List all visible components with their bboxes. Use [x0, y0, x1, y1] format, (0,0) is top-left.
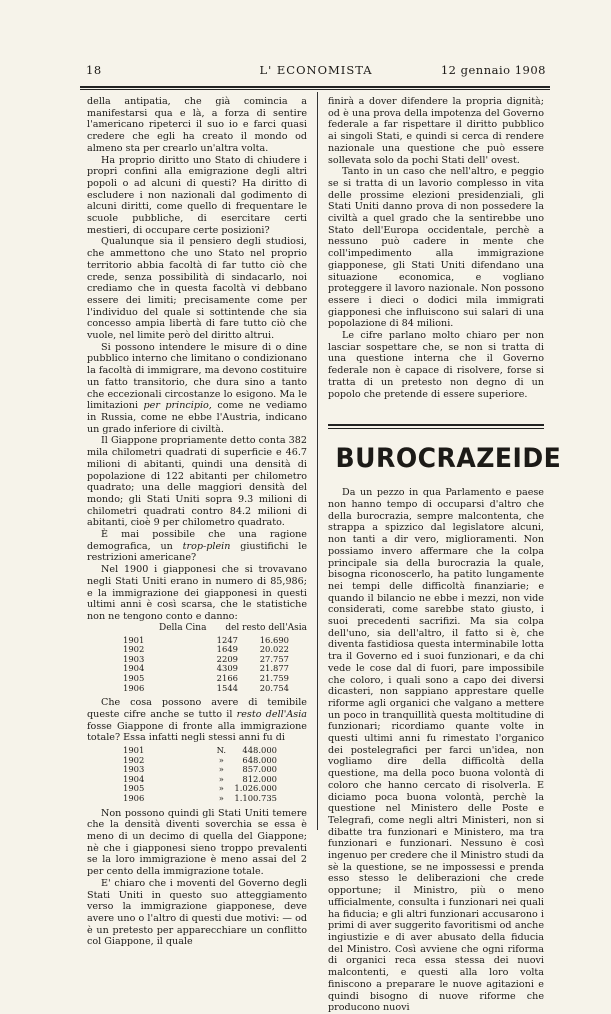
table-header [87, 623, 307, 634]
table-cell: 812.000 [242, 773, 277, 784]
table-cell: 1247 [216, 634, 238, 645]
table-cell: » [218, 764, 224, 775]
table-cell: 1544 [216, 682, 238, 693]
table-cell: 1901 [123, 634, 145, 645]
table-cell: 648.000 [242, 754, 277, 765]
table-cell: 2209 [216, 653, 238, 664]
table-cell: 4309 [216, 663, 238, 674]
spacer [328, 400, 544, 424]
paragraph: E' chiaro che i moventi del Governo degli Stati Uniti in questo suo atteggiamento verso la immigrazione giapponese, deve avere uno o l'altro di questi due motivi: — od è un pretesto per apparecchiare un conflitto col Giappone, il quale [87, 877, 307, 948]
table-cell: 27.757 [259, 653, 289, 664]
table-row [87, 684, 307, 694]
immigration-table-asia [87, 636, 307, 694]
column-header: del resto dell'Asia [225, 622, 307, 633]
table-cell: N. [216, 745, 227, 756]
right-column [328, 96, 562, 1014]
paragraph: Non possono quindi gli Stati Uniti temere che la densità diventi soverchia se essa è meno di un decimo di quella del Giappone; nè che i giapponesi sieno troppo prevalenti se la loro immigrazione è meno assai del 2 per cento della immigrazione totale. [87, 807, 307, 878]
paragraph: finirà a dover difendere la propria dignità; od è una prova della impotenza del Governo federale a far rispettare il diritto pubblico ai singoli Stati, e quindi si cerca di rendere nazionale una questione che può essere sollevata solo da pochi Stati dell' ovest. [328, 96, 544, 166]
column-divider [317, 92, 318, 830]
table-cell: 1904 [123, 663, 145, 674]
page-number: 18 [86, 63, 102, 77]
paragraph: Qualunque sia il pensiero degli studiosi, che ammettono che uno Stato nel proprio territorio abbia facoltà di far tutto ciò che crede, senza possibilità di sindacarlo, noi crediamo che in questa facoltà vi debbano essere dei limiti; precisamente come per l'individuo del quale si sottintende che sia concesso ampia libertà di fare tutto ciò che vuole, nel limite però del diritto altrui. [87, 236, 307, 342]
paragraph: È mai possibile che una ragione demografica, un trop-plein giustifichi le restrizioni americane? [87, 529, 307, 564]
paragraph: Che cosa possono avere di temibile queste cifre anche se tutto il resto dell'Asia fosse Giappone di fronte alla immigrazione totale? Essa infatti negli stessi anni fu di [87, 697, 307, 744]
table-cell: » [218, 792, 224, 803]
table-cell: 1905 [123, 783, 145, 794]
left-column [87, 96, 307, 948]
table-cell: 1.026.000 [234, 783, 277, 794]
table-cell: 1901 [123, 745, 145, 756]
table-cell: 2166 [216, 673, 238, 684]
table-cell: 1905 [123, 673, 145, 684]
journal-title: L' ECONOMISTA [259, 63, 373, 77]
issue-date: 12 gennaio 1908 [440, 63, 546, 77]
table-cell: 1904 [123, 773, 145, 784]
table-cell: » [218, 773, 224, 784]
page-header [86, 63, 546, 79]
table-cell: 20.754 [259, 682, 289, 693]
paragraph: Si possono intendere le misure di o dine pubblico interno che limitano o condizionano la facoltà di immigrare, ma devono costituire un fatto transitorio, che dura sino a tanto che eccezionali circostanze lo esigono. Ma le limitazioni per principio, come ne vediamo in Russia, come ne ebbe l'Austria, indicano un grado inferiore di civiltà. [87, 341, 307, 435]
table-cell: 1903 [123, 653, 145, 664]
table-cell: » [218, 754, 224, 765]
immigration-table-total [87, 746, 307, 804]
table-cell: 1902 [123, 644, 145, 655]
table-cell: 16.690 [259, 634, 289, 645]
paragraph: Tanto in un caso che nell'altro, e peggio se si tratta di un lavorio complesso in vita delle prossime elezioni presidenziali, gli Stati Uniti danno prova di non possedere la civiltà a quel grado che la sentirebbe uno Stato dell'Europa occidentale, perchè a nessuno può cadere in mente che coll'impedimento alla immigrazione giapponese, gli Stati Uniti difendano una situazione economica, e vogliano proteggere il lavoro nazionale. Non possono essere i dieci o dodici mila immigrati giapponesi che influiscono sui salari di una popolazione di 84 milioni. [328, 166, 544, 330]
section-rule [328, 424, 544, 429]
table-cell: 1649 [216, 644, 238, 655]
table-cell: 857.000 [242, 764, 277, 775]
paragraph: Le cifre parlano molto chiaro per non lasciar sospettare che, se non si tratta di una questione interna che il Governo federale non è capace di risolvere, forse si tratta di un pretesto non degno di un popolo che pretende di essere superiore. [328, 330, 544, 400]
table-cell: 1903 [123, 764, 145, 775]
table-cell: 1.100.735 [234, 792, 277, 803]
paragraph: della antipatia, che già comincia a manifestarsi qua e là, a forza di sentire l'americano ripeterci il suo io e farci quasi credere che egli ha creato il mondo od almeno sta per crearlo un'altra volta. [87, 96, 307, 154]
paragraph: Nel 1900 i giapponesi che si trovavano negli Stati Uniti erano in numero di 85,986; e la immigrazione dei giapponesi in questi ultimi anni è così scarsa, che le statistiche non ne tengono conto e danno: [87, 564, 307, 622]
table-cell: 1906 [123, 682, 145, 693]
paragraph: Il Giappone propriamente detto conta 382 mila chilometri quadrati di superficie e 46.7 milioni di abitanti, quindi una densità di popolazione di 122 abitanti per chilometro quadrato; una delle maggiori densità del mondo; gli Stati Uniti sopra 9.3 milioni di chilometri quadrati contro 84.2 milioni di abitanti, cioè 9 per chilometro quadrato. [87, 435, 307, 529]
table-cell: 21.877 [259, 663, 289, 674]
paragraph: Ha proprio diritto uno Stato di chiudere i propri confini alla emigrazione degli altri popoli o ad alcuni di questi? Ha diritto di escludere i non nazionali dal godimento di alcuni diritti, come quello di frequentare le scuole pubbliche, di esercitare certi mestieri, di occupare certe posizioni? [87, 154, 307, 236]
table-row [87, 794, 307, 804]
column-header: Della Cina [159, 622, 207, 633]
table-cell: 448.000 [242, 745, 277, 756]
paragraph: Da un pezzo in qua Parlamento e paese non hanno tempo di occuparsi d'altro che della burocrazia, sempre malcontenta, che strappa a spizzico dal legislatore alcuni, non tanti a dir vero, miglioramenti. Non possiamo invero affermare che la colpa principale sia della burocrazia la quale, bisogna riconoscerlo, ha patito lungamente nei tempi delle difficoltà finanziarie; e quando il bilancio ne ebbe i mezzi, non vide considerati, come sarebbe stato giusto, i suoi precedenti sacrifizi. Ma sia colpa dell'uno, sia dell'altro, il fatto si è, che diventa fastidiosa questa interminabile lotta tra il Governo ed i suoi funzionari, e da chi vede le cose dal di fuori, pare impossibile che coloro, i quali sono a capo dei diversi dicasteri, non sappiano apprestare quelle riforme agli organici che valgano a mettere un poco in tranquillità questa moltitudine di funzionari; ricordiamo quante volte in questi ultimi anni fu rimestato l'organico dei postelegrafici per farci un'idea, non vogliamo dire della difficoltà della questione, ma della poco buona volontà di coloro che hanno cercato di risolverla. E diciamo poca buona volontà, perchè la questione nel Ministero delle Poste e Telegrafi, come negli altri Ministeri, non si dibatte tra funzionari e Ministero, ma tra funzionari e funzionari. Nessuno è così ingenuo per credere che il Ministro studi da sè la questione, se ne impossessi e prenda esso stesso le deliberazioni che crede opportune; il Ministro, più o meno ufficialmente, consulta i funzionari nei quali ha fiducia; e gli altri funzionari accusarono i primi di aver suggerito favoritismi od anche ingiustizie e di aver abusato della fiducia del Ministro. Così avviene che ogni riforma di organici reca essa stessa dei nuovi malcontenti, e questi alla loro volta finiscono a preparare le nuove agitazioni e quindi bisogno di nuove riforme che producono nuovi [328, 487, 544, 1014]
header-rule [80, 86, 550, 90]
table-cell: 1902 [123, 754, 145, 765]
section-title: BUROCRAZEIDE [335, 443, 562, 475]
table-cell: 1906 [123, 792, 145, 803]
table-cell: 21.759 [259, 673, 289, 684]
table-cell: » [218, 783, 224, 794]
table-cell: 20.022 [259, 644, 289, 655]
